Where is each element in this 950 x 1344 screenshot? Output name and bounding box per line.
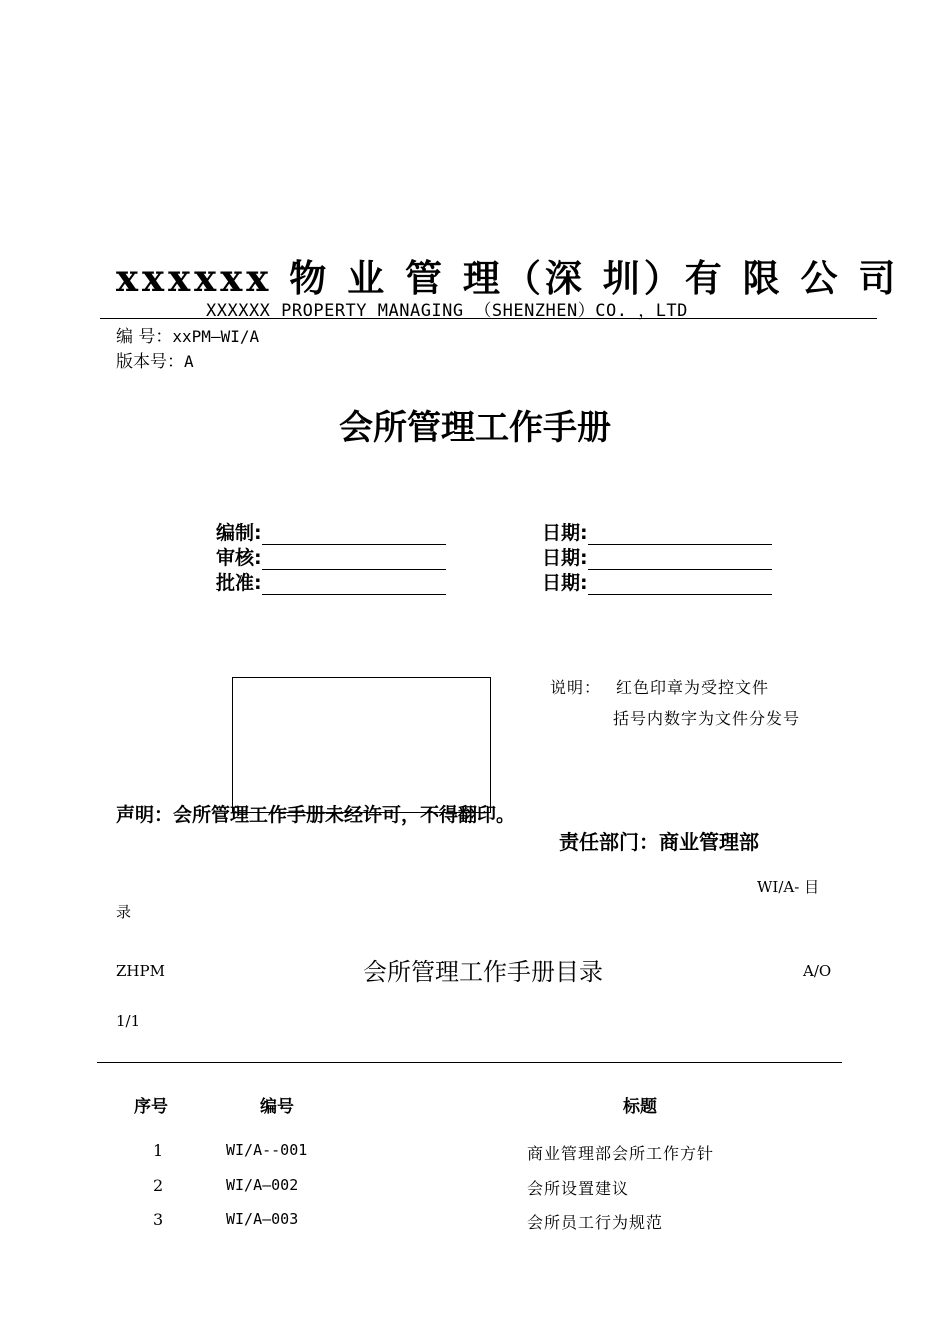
date-line	[588, 549, 772, 570]
date-label: 日期:	[542, 522, 588, 544]
table-row-seq: 2	[153, 1176, 164, 1195]
company-name-cn: xxxxxx 物 业 管 理（深 圳）有 限 公 司	[116, 256, 900, 300]
manual-title: 会所管理工作手册	[339, 408, 611, 448]
declaration: 声明：会所管理工作手册未经许可，不得翻印。	[116, 804, 516, 826]
note-line-2: 括号内数字为文件分发号	[613, 709, 801, 728]
signoff-date-2	[542, 543, 772, 570]
stamp-box	[232, 677, 491, 813]
header-divider	[100, 318, 877, 319]
version-row	[116, 347, 194, 372]
toc-title: 会所管理工作手册目录	[363, 958, 603, 986]
approve-label: 批准:	[216, 572, 262, 594]
toc-divider	[97, 1062, 842, 1063]
date-line	[588, 574, 772, 595]
date-line	[588, 524, 772, 545]
column-header-code: 编号	[260, 1097, 294, 1117]
table-row-title: 会所员工行为规范	[527, 1213, 664, 1232]
toc-org-code: ZHPM	[116, 962, 165, 980]
doc-number-value: xxPM—WI/A	[172, 327, 260, 346]
table-row-code: WI/A—003	[226, 1210, 299, 1228]
column-header-title: 标题	[623, 1097, 657, 1117]
table-row-code: WI/A—002	[226, 1176, 299, 1194]
signoff-compile	[216, 518, 446, 545]
compile-label: 编制:	[216, 522, 262, 544]
review-label: 审核:	[216, 547, 262, 569]
date-label: 日期:	[542, 572, 588, 594]
doc-number-row	[116, 322, 259, 347]
table-row-seq: 3	[153, 1210, 164, 1229]
note-label: 说明：	[550, 678, 602, 697]
version-value: A	[184, 352, 194, 371]
compile-signature-line	[262, 524, 446, 545]
table-row-seq: 1	[153, 1141, 164, 1160]
review-signature-line	[262, 549, 446, 570]
toc-version: A/O	[803, 962, 832, 980]
toc-page-number: 1/1	[116, 1012, 141, 1030]
toc-doc-code: WI/A- 目	[757, 878, 820, 896]
table-row-code: WI/A--001	[226, 1141, 308, 1159]
date-label: 日期:	[542, 547, 588, 569]
company-name-en: XXXXXX PROPERTY MANAGING （SHENZHEN）CO. ，LTD	[206, 301, 688, 321]
table-row-title: 会所设置建议	[527, 1179, 630, 1198]
approve-signature-line	[262, 574, 446, 595]
toc-doc-code-wrap: 录	[116, 903, 132, 921]
signoff-review	[216, 543, 446, 570]
table-row-title: 商业管理部会所工作方针	[527, 1144, 715, 1163]
column-header-seq: 序号	[134, 1097, 168, 1117]
note-line-1: 红色印章为受控文件	[616, 678, 770, 697]
signoff-date-3	[542, 568, 772, 595]
doc-number-label: 编 号：	[116, 327, 173, 347]
responsible-department: 责任部门：商业管理部	[559, 830, 759, 854]
signoff-approve	[216, 568, 446, 595]
version-label: 版本号：	[116, 352, 184, 372]
signoff-date-1	[542, 518, 772, 545]
